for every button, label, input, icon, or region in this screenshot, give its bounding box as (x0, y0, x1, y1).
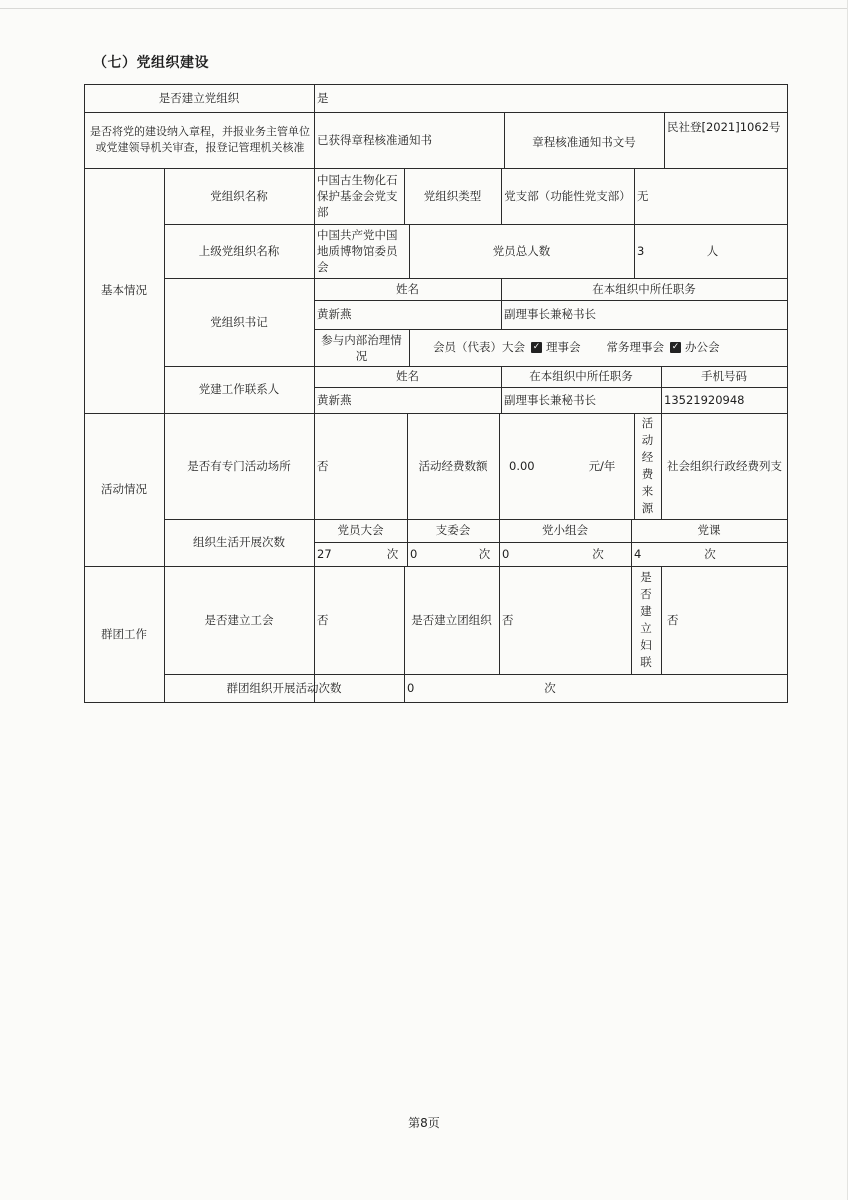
mtg-group-value: 0 (502, 546, 510, 561)
charter-value: 已获得章程核准通知书 (317, 132, 432, 147)
mtg-committee-value: 0 (410, 546, 418, 561)
secretary-position: 副理事长兼秘书长 (504, 307, 596, 321)
mtg-congress-value: 27 (317, 546, 332, 561)
gov-congress-label: 会员（代表）大会 (433, 340, 525, 354)
gov-office-label: 办公会 (685, 340, 720, 354)
members-total-value: 3 (637, 243, 645, 258)
youth-label: 是否建立团组织 (411, 612, 492, 627)
section-title: （七）党组织建设 (93, 55, 209, 71)
established-value: 是 (317, 90, 329, 105)
funding-source-label: 活动经费来源 (641, 416, 654, 515)
mtg-committee-unit: 次 (478, 546, 491, 561)
mtg-lecture-value: 4 (634, 546, 642, 561)
contact-name: 黄新燕 (317, 392, 352, 407)
secretary-label: 党组织书记 (210, 314, 268, 329)
org-name-label: 党组织名称 (210, 188, 268, 203)
mtg-congress-label: 党员大会 (337, 523, 384, 537)
governance-label: 参与内部治理情况 (321, 332, 402, 363)
org-type-label: 党组织类型 (423, 188, 482, 203)
mtg-congress-unit: 次 (386, 546, 399, 561)
funding-source-value: 社会组织行政经费列支 (667, 458, 782, 473)
gov-council-label: 理事会 (546, 340, 581, 354)
mass-activity-value: 0 (407, 680, 415, 695)
parent-org-value: 中国共产党中国地质博物馆委员会 (317, 228, 398, 274)
secretary-position-header: 在本组织中所任职务 (592, 281, 696, 296)
mass-activity-unit: 次 (544, 680, 556, 695)
mtg-lecture-label: 党课 (697, 523, 721, 537)
mass-activity-label: 群团组织开展活动次数 (226, 680, 342, 695)
contact-name-header: 姓名 (396, 369, 419, 383)
basic-group-label: 基本情况 (101, 283, 147, 297)
funding-value: 0.00 (509, 458, 535, 473)
mtg-lecture-unit: 次 (704, 546, 716, 561)
secretary-name-header: 姓名 (396, 281, 419, 296)
org-name-value: 中国古生物化石保护基金会党支部 (317, 173, 398, 219)
page-number: 第8页 (408, 1116, 440, 1130)
mtg-group-unit: 次 (592, 546, 604, 561)
established-label: 是否建立党组织 (158, 90, 240, 105)
meetings-label: 组织生活开展次数 (193, 535, 285, 549)
women-value: 否 (667, 612, 679, 627)
org-type-value: 党支部（功能性党支部） (504, 188, 631, 203)
funding-unit: 元/年 (588, 458, 616, 473)
contact-position-header: 在本组织中所任职务 (529, 369, 633, 383)
women-label: 是否建立妇联 (640, 570, 652, 669)
mtg-committee-label: 支委会 (435, 523, 471, 537)
mass-group-label: 群团工作 (101, 626, 147, 641)
funding-label: 活动经费数额 (418, 458, 488, 473)
governance-options (409, 329, 787, 366)
parent-org-label: 上级党组织名称 (198, 243, 280, 258)
activity-group-label: 活动情况 (101, 482, 147, 496)
youth-value: 否 (502, 612, 514, 627)
contact-phone: 13521920948 (664, 392, 745, 407)
mtg-group-label: 党小组会 (542, 523, 588, 537)
charter-doc-label: 章程核准通知书文号 (532, 134, 636, 149)
union-label: 是否建立工会 (204, 612, 274, 627)
contact-label: 党建工作联系人 (198, 382, 280, 396)
contact-position: 副理事长兼秘书长 (504, 392, 596, 407)
charter-doc-value: 民社登[2021]1062号 (667, 120, 781, 134)
org-type-extra: 无 (637, 188, 649, 203)
union-value: 否 (317, 612, 329, 627)
members-unit: 人 (706, 243, 719, 258)
gov-office-checkbox[interactable]: ✓ (671, 342, 680, 352)
secretary-name: 黄新燕 (317, 307, 352, 321)
venue-label: 是否有专门活动场所 (187, 458, 291, 473)
gov-council-checkbox[interactable]: ✓ (532, 342, 541, 352)
gov-standing-label: 常务理事会 (606, 340, 664, 354)
venue-value: 否 (317, 458, 329, 473)
members-total-label: 党员总人数 (492, 243, 551, 258)
charter-label: 是否将党的建设纳入章程，并报业务主管单位或党建领导机关审查，报登记管理机关核准 (90, 125, 310, 154)
phone-header: 手机号码 (701, 369, 747, 383)
